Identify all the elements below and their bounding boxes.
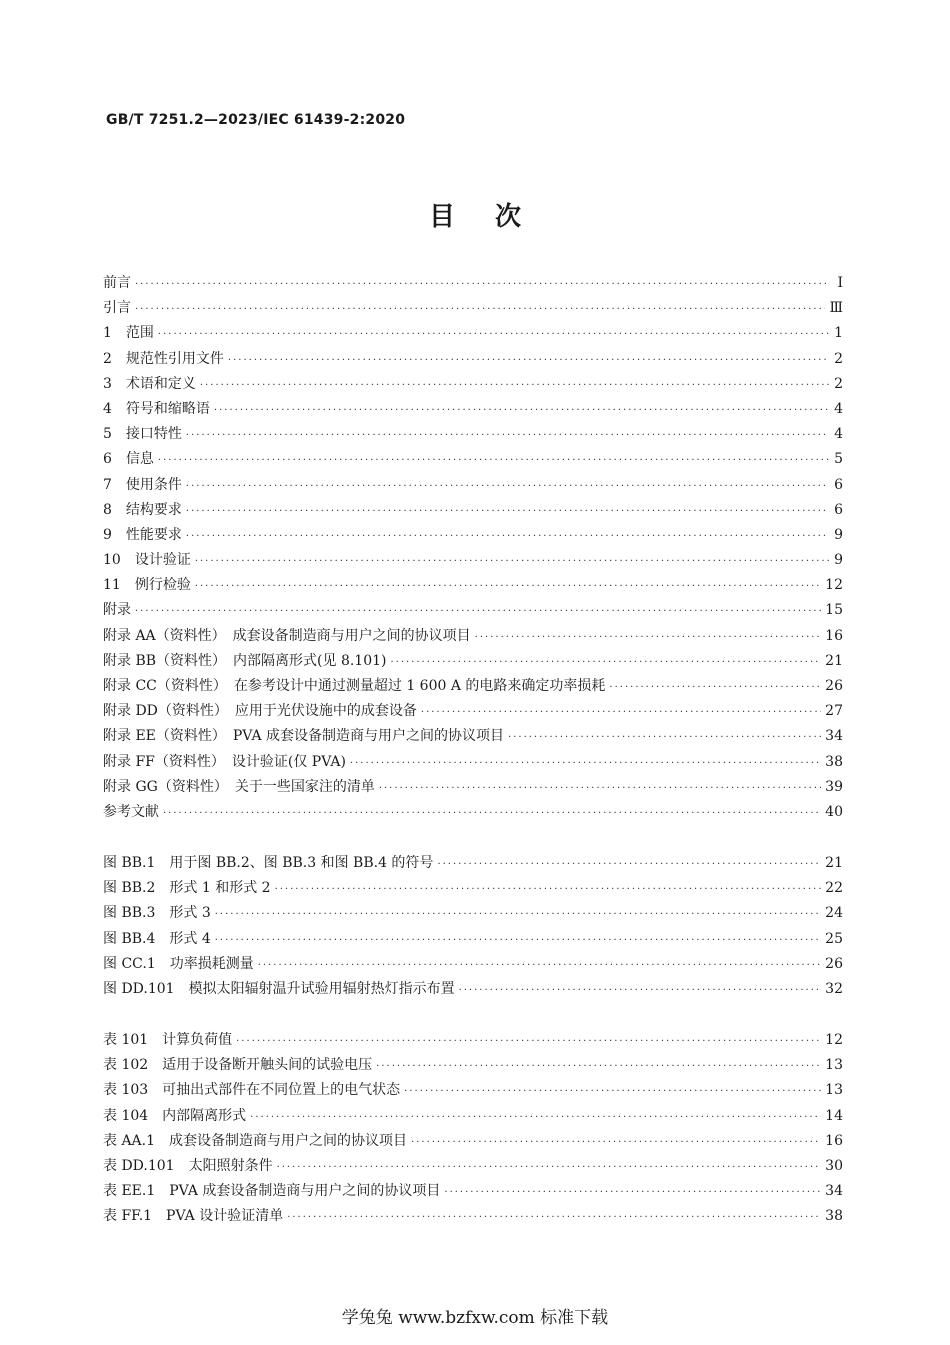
toc-entry-label: 表 103 可抽出式部件在不同位置上的电气状态 [103,1082,401,1099]
toc-entry[interactable] [103,978,843,1003]
toc-entry-page: 13 [825,1057,843,1074]
toc-entry-page: 26 [825,955,843,972]
toc-entry-label: 表 EE.1 PVA 成套设备制造商与用户之间的协议项目 [103,1183,441,1200]
toc-leader-dots [287,1212,821,1223]
toc-leader-dots [404,1086,821,1097]
toc-entry-label: 表 DD.101 太阳照射条件 [103,1157,273,1174]
toc-entry[interactable] [103,801,843,826]
toc-leader-dots [200,380,829,391]
toc-entry-label: 附录 AA（资料性） 成套设备制造商与用户之间的协议项目 [103,627,471,644]
toc-entry[interactable] [103,877,843,902]
toc-leader-dots [421,707,821,718]
toc-entry-page: 34 [825,1183,843,1200]
toc-entry-page: 4 [834,426,843,443]
toc-entry[interactable] [103,448,843,473]
toc-entry[interactable] [103,953,843,978]
toc-entry[interactable] [103,1054,843,1079]
toc-entry[interactable] [103,373,843,398]
toc-entry-page: 16 [825,627,843,644]
toc-entry-page: 30 [825,1157,843,1174]
toc-entry-page: 2 [834,350,843,367]
toc-leader-dots [158,455,829,466]
toc-leader-dots [376,1061,821,1072]
toc-entry-label: 5 接口特性 [103,426,182,443]
toc-entry[interactable] [103,776,843,801]
toc-entry-page: 21 [825,652,843,669]
page-title: 目次 [428,202,561,232]
footer-watermark: 学兔兔 www.bzfxw.com 标准下载 [341,1308,609,1328]
toc-leader-dots [236,1036,821,1047]
toc-leader-dots [195,581,821,592]
toc-entry-page: 38 [825,753,843,770]
toc-entry-label: 4 符号和缩略语 [103,400,210,417]
toc-entry-label: 表 101 计算负荷值 [103,1032,233,1048]
toc-entry-page: 27 [825,703,843,720]
toc-entry-page: 32 [825,980,843,997]
toc-leader-dots [135,606,821,617]
toc-entry-page: 15 [825,602,843,619]
toc-leader-dots [609,682,821,693]
toc-entry-page: 24 [825,905,843,922]
toc-leader-dots [228,355,829,366]
toc-entry-page: 40 [825,803,843,820]
toc-entry-label: 图 BB.2 形式 1 和形式 2 [103,880,271,897]
toc-entry[interactable] [103,348,843,373]
toc-entry-page: 26 [825,678,843,694]
toc-entry[interactable] [103,625,843,650]
toc-entry-page: 14 [825,1107,843,1124]
toc-entry-label: 前言 [103,275,131,291]
toc-entry[interactable] [103,650,843,675]
toc-entry-label: 引言 [103,300,131,317]
toc-entry-label: 9 性能要求 [103,526,182,543]
toc-entry[interactable] [103,599,843,624]
toc-entry[interactable] [103,524,843,549]
toc-leader-dots [250,1112,821,1123]
toc-entry-label: 图 CC.1 功率损耗测量 [103,955,254,972]
toc-entry-label: 7 使用条件 [103,476,182,493]
toc-entry[interactable] [103,675,843,700]
toc-entry-page: 38 [825,1208,843,1225]
toc-entry[interactable] [103,1180,843,1205]
toc-entry-label: 附录 GG（资料性） 关于一些国家注的清单 [103,778,375,795]
toc-entry-page: 9 [834,552,843,569]
toc-leader-dots [158,329,829,340]
toc-leader-dots [195,556,829,567]
toc-entry-label: 6 信息 [103,451,154,468]
toc-entry-page: 12 [825,577,843,594]
toc-leader-dots [277,1162,822,1173]
toc-entry-label: 8 结构要求 [103,501,182,518]
toc-entry[interactable] [103,272,843,297]
toc-entry-label: 3 术语和定义 [103,375,196,392]
toc-entry-page: 25 [825,930,843,947]
toc-leader-dots [508,732,821,743]
toc-leader-dots [215,909,821,920]
toc-entry-page: 1 [834,325,843,342]
toc-entry-page: 21 [825,855,843,871]
toc-entry-label: 附录 DD（资料性） 应用于光伏设施中的成套设备 [103,703,417,720]
toc-entry[interactable] [103,1155,843,1180]
toc-leader-dots [135,304,825,315]
toc-leader-dots [459,985,822,996]
toc-entry-page: 9 [834,526,843,543]
toc-leader-dots [186,531,829,542]
toc-entry-label: 表 FF.1 PVA 设计验证清单 [103,1208,284,1225]
toc-entry[interactable] [103,700,843,725]
toc-entry[interactable] [103,751,843,776]
toc-entry-page: Ⅰ [837,275,843,291]
toc-entry[interactable] [103,1105,843,1130]
toc-entry-page: 2 [834,375,843,392]
toc-leader-dots [275,884,822,895]
toc-leader-dots [390,657,821,668]
toc-entry-label: 附录 FF（资料性） 设计验证(仅 PVA) [103,753,346,770]
toc-tables [103,1029,843,1231]
toc-entry-label: 1 范围 [103,325,154,342]
toc-entry-page: 13 [825,1082,843,1099]
toc-leader-dots [186,430,829,441]
toc-entry[interactable] [103,852,843,877]
toc-leader-dots [258,960,821,971]
toc-entry-label: 2 规范性引用文件 [103,350,224,367]
toc-leader-dots [135,279,829,290]
toc-entry[interactable] [103,398,843,423]
toc-leader-dots [163,808,821,819]
toc-main [103,272,843,826]
toc-entry-page: 5 [834,451,843,468]
toc-entry[interactable] [103,1029,843,1054]
toc-entry-label: 图 DD.101 模拟太阳辐射温升试验用辐射热灯指示布置 [103,980,455,997]
toc-leader-dots [411,1137,821,1148]
toc-entry[interactable] [103,423,843,448]
toc-entry[interactable] [103,322,843,347]
toc-entry-label: 图 BB.1 用于图 BB.2、图 BB.3 和图 BB.4 的符号 [103,855,434,871]
toc-entry-label: 表 AA.1 成套设备制造商与用户之间的协议项目 [103,1132,408,1149]
toc-entry-label: 表 104 内部隔离形式 [103,1107,247,1124]
toc-leader-dots [379,783,821,794]
toc-leader-dots [215,935,821,946]
toc-entry-page: 39 [825,778,843,795]
toc-entry[interactable] [103,1079,843,1104]
toc-leader-dots [444,1187,821,1198]
toc-entry-page: 12 [825,1032,843,1048]
toc-leader-dots [186,481,829,492]
toc-entry[interactable] [103,1205,843,1230]
toc-entry-label: 10 设计验证 [103,552,191,569]
toc-entry-page: Ⅲ [829,300,843,317]
toc-entry-label: 附录 BB（资料性） 内部隔离形式(见 8.101) [103,652,387,669]
toc-entry-page: 34 [825,728,843,745]
toc-leader-dots [475,632,822,643]
toc-entry[interactable] [103,1130,843,1155]
toc-entry-label: 附录 CC（资料性） 在参考设计中通过测量超过 1 600 A 的电路来确定功率损耗 [103,678,606,694]
toc-entry-label: 附录 [103,602,131,619]
toc-entry[interactable] [103,574,843,599]
toc-entry-page: 6 [834,476,843,493]
toc-entry-label: 附录 EE（资料性） PVA 成套设备制造商与用户之间的协议项目 [103,728,505,745]
toc-entry-page: 4 [834,400,843,417]
toc-entry-label: 参考文献 [103,803,159,820]
toc-leader-dots [437,859,821,870]
toc-entry-label: 11 例行检验 [103,577,191,594]
toc-entry[interactable] [103,499,843,524]
toc-entry-label: 表 102 适用于设备断开触头间的试验电压 [103,1057,373,1074]
toc-entry-page: 16 [825,1132,843,1149]
toc-entry[interactable] [103,725,843,750]
toc-entry[interactable] [103,928,843,953]
toc-leader-dots [186,506,829,517]
toc-leader-dots [350,758,821,769]
toc-entry[interactable] [103,549,843,574]
toc-figures [103,852,843,1003]
toc-entry[interactable] [103,902,843,927]
toc-leader-dots [214,405,829,416]
toc-entry[interactable] [103,297,843,322]
standard-number: GB/T 7251.2—2023/IEC 61439-2:2020 [106,112,406,128]
toc-entry-label: 图 BB.4 形式 4 [103,930,211,947]
toc-entry[interactable] [103,474,843,499]
toc-entry-page: 22 [825,880,843,897]
toc-entry-label: 图 BB.3 形式 3 [103,905,211,922]
toc-entry-page: 6 [834,501,843,518]
